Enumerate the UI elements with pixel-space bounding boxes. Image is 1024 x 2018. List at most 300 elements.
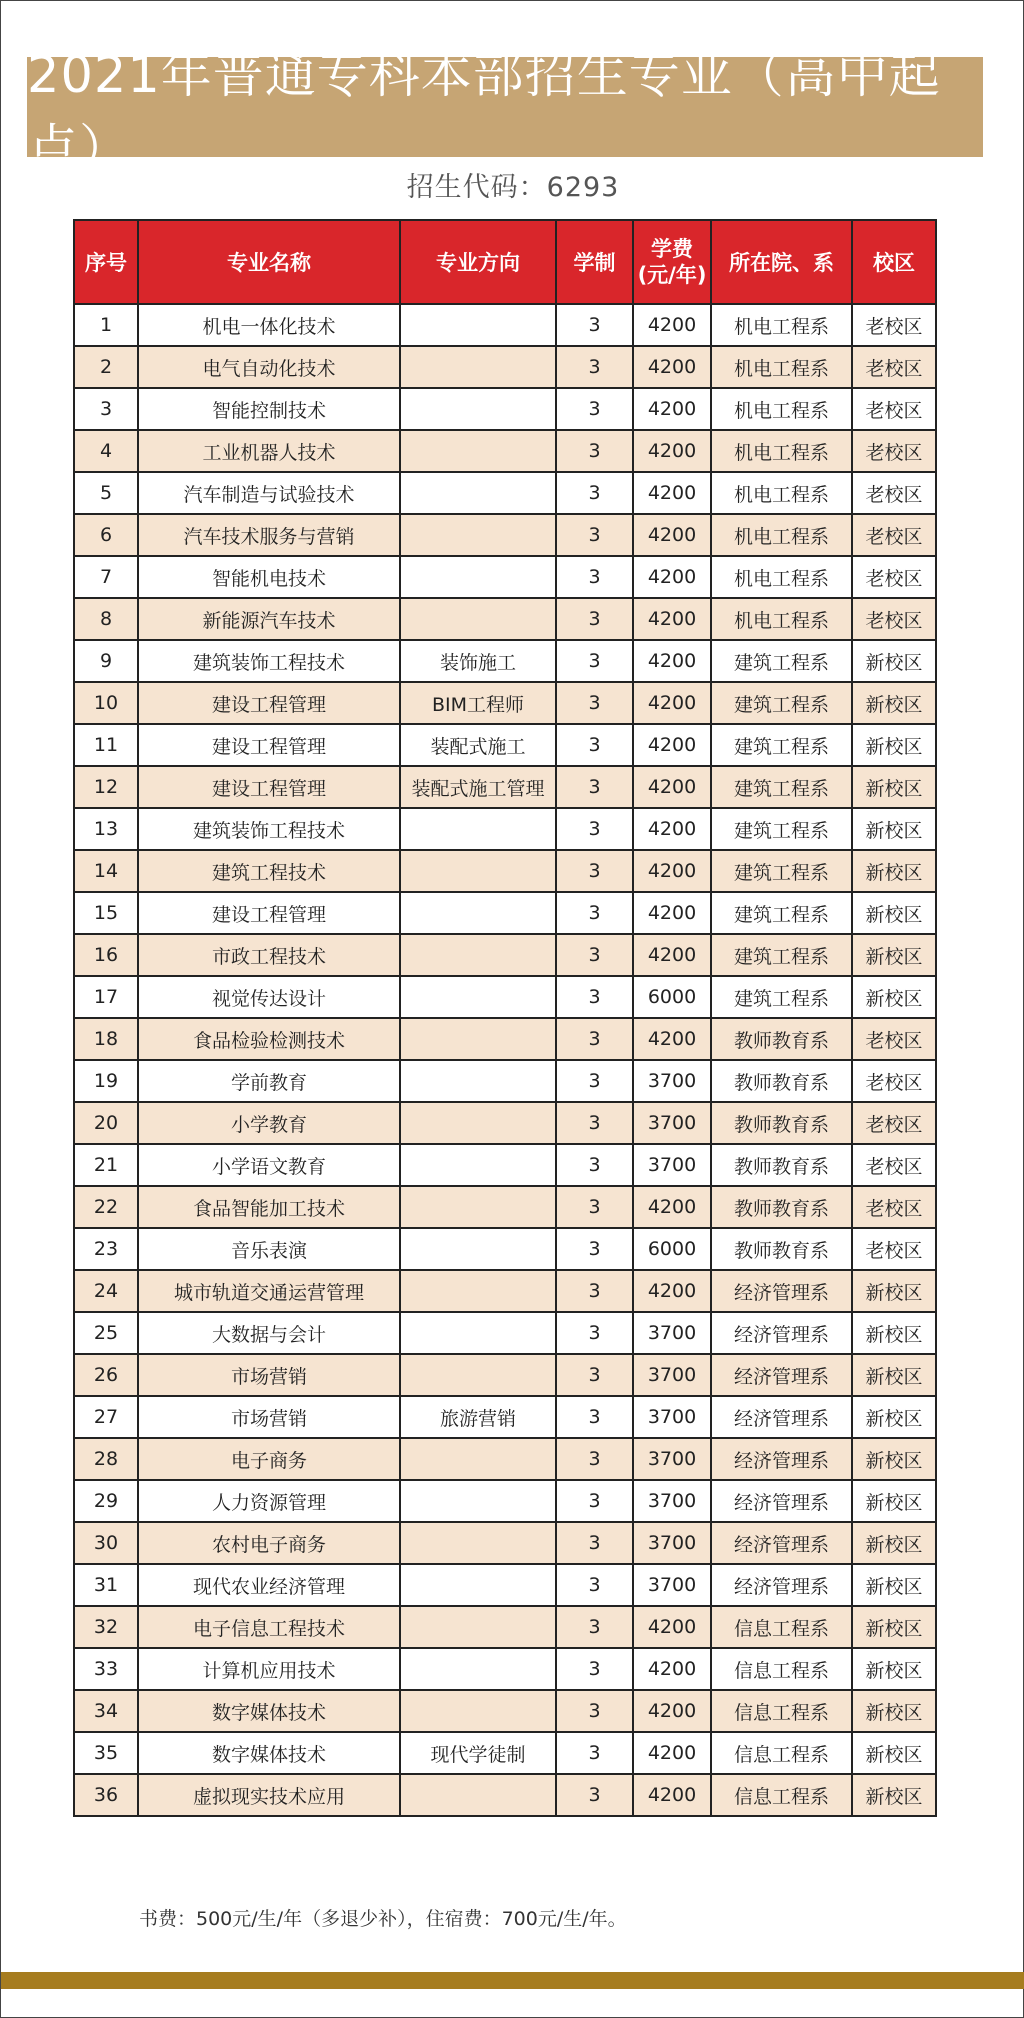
cell-department: 机电工程系 (711, 472, 852, 514)
bottom-bar (1, 1972, 1024, 1989)
cell-direction (400, 934, 556, 976)
table-row (74, 808, 936, 850)
cell-years: 3 (556, 934, 633, 976)
cell-campus: 老校区 (852, 1018, 936, 1060)
cell-major-name: 大数据与会计 (138, 1312, 400, 1354)
cell-fee: 4200 (633, 724, 711, 766)
table-row (74, 892, 936, 934)
table-row (74, 1270, 936, 1312)
cell-seq: 7 (74, 556, 138, 598)
cell-years: 3 (556, 1564, 633, 1606)
cell-major-name: 数字媒体技术 (138, 1732, 400, 1774)
table-row (74, 1018, 936, 1060)
cell-major-name: 音乐表演 (138, 1228, 400, 1270)
cell-major-name: 智能控制技术 (138, 388, 400, 430)
cell-campus: 老校区 (852, 1060, 936, 1102)
table-row (74, 1480, 936, 1522)
cell-direction (400, 1186, 556, 1228)
cell-campus: 新校区 (852, 1564, 936, 1606)
cell-major-name: 建筑装饰工程技术 (138, 808, 400, 850)
cell-direction (400, 1480, 556, 1522)
table-row (74, 724, 936, 766)
cell-direction (400, 556, 556, 598)
cell-major-name: 数字媒体技术 (138, 1690, 400, 1732)
table-row (74, 1060, 936, 1102)
cell-direction: BIM工程师 (400, 682, 556, 724)
table-header-row (74, 220, 936, 304)
cell-department: 经济管理系 (711, 1564, 852, 1606)
cell-campus: 新校区 (852, 1606, 936, 1648)
cell-seq: 30 (74, 1522, 138, 1564)
page-title: 2021年普通专科本部招生专业（高中起点） (27, 46, 941, 179)
cell-seq: 17 (74, 976, 138, 1018)
cell-campus: 老校区 (852, 346, 936, 388)
cell-campus: 新校区 (852, 1774, 936, 1816)
cell-seq: 36 (74, 1774, 138, 1816)
header-years: 学制 (556, 220, 633, 304)
cell-campus: 新校区 (852, 640, 936, 682)
cell-campus: 新校区 (852, 724, 936, 766)
cell-years: 3 (556, 808, 633, 850)
cell-major-name: 小学语文教育 (138, 1144, 400, 1186)
cell-seq: 28 (74, 1438, 138, 1480)
cell-seq: 25 (74, 1312, 138, 1354)
cell-department: 机电工程系 (711, 598, 852, 640)
cell-years: 3 (556, 472, 633, 514)
cell-department: 机电工程系 (711, 514, 852, 556)
cell-campus: 新校区 (852, 976, 936, 1018)
cell-direction: 现代学徒制 (400, 1732, 556, 1774)
table-row (74, 1774, 936, 1816)
cell-department: 机电工程系 (711, 346, 852, 388)
cell-major-name: 市政工程技术 (138, 934, 400, 976)
cell-years: 3 (556, 1102, 633, 1144)
cell-department: 经济管理系 (711, 1396, 852, 1438)
cell-campus: 新校区 (852, 1270, 936, 1312)
cell-campus: 老校区 (852, 556, 936, 598)
cell-major-name: 电气自动化技术 (138, 346, 400, 388)
cell-direction (400, 1228, 556, 1270)
cell-major-name: 视觉传达设计 (138, 976, 400, 1018)
cell-major-name: 食品智能加工技术 (138, 1186, 400, 1228)
table-row (74, 1732, 936, 1774)
cell-fee: 4200 (633, 934, 711, 976)
cell-fee: 4200 (633, 598, 711, 640)
cell-fee: 4200 (633, 640, 711, 682)
cell-department: 经济管理系 (711, 1354, 852, 1396)
cell-years: 3 (556, 1732, 633, 1774)
cell-major-name: 市场营销 (138, 1396, 400, 1438)
cell-direction (400, 1312, 556, 1354)
cell-direction (400, 976, 556, 1018)
cell-major-name: 建设工程管理 (138, 682, 400, 724)
cell-department: 机电工程系 (711, 430, 852, 472)
cell-department: 建筑工程系 (711, 976, 852, 1018)
table-row (74, 556, 936, 598)
cell-years: 3 (556, 1648, 633, 1690)
cell-seq: 22 (74, 1186, 138, 1228)
cell-years: 3 (556, 346, 633, 388)
table-row (74, 850, 936, 892)
cell-department: 建筑工程系 (711, 682, 852, 724)
cell-fee: 4200 (633, 556, 711, 598)
cell-direction (400, 346, 556, 388)
header-fee (633, 220, 711, 304)
cell-campus: 老校区 (852, 304, 936, 346)
cell-campus: 老校区 (852, 1186, 936, 1228)
cell-department: 建筑工程系 (711, 808, 852, 850)
cell-direction (400, 1690, 556, 1732)
cell-campus: 新校区 (852, 892, 936, 934)
cell-major-name: 建设工程管理 (138, 892, 400, 934)
cell-major-name: 虚拟现实技术应用 (138, 1774, 400, 1816)
table-row (74, 682, 936, 724)
table-row (74, 1648, 936, 1690)
cell-department: 经济管理系 (711, 1438, 852, 1480)
cell-years: 3 (556, 1774, 633, 1816)
cell-campus: 新校区 (852, 1480, 936, 1522)
cell-fee: 4200 (633, 430, 711, 472)
table-row (74, 304, 936, 346)
cell-department: 教师教育系 (711, 1228, 852, 1270)
table-row (74, 514, 936, 556)
cell-fee: 4200 (633, 514, 711, 556)
cell-major-name: 市场营销 (138, 1354, 400, 1396)
cell-fee: 4200 (633, 1270, 711, 1312)
cell-campus: 新校区 (852, 850, 936, 892)
cell-department: 教师教育系 (711, 1102, 852, 1144)
cell-seq: 14 (74, 850, 138, 892)
cell-direction: 旅游营销 (400, 1396, 556, 1438)
cell-years: 3 (556, 1186, 633, 1228)
table-row (74, 472, 936, 514)
cell-fee: 4200 (633, 1774, 711, 1816)
cell-fee: 4200 (633, 346, 711, 388)
cell-major-name: 智能机电技术 (138, 556, 400, 598)
cell-years: 3 (556, 724, 633, 766)
cell-fee: 4200 (633, 472, 711, 514)
cell-major-name: 人力资源管理 (138, 1480, 400, 1522)
cell-direction (400, 1144, 556, 1186)
cell-years: 3 (556, 1144, 633, 1186)
cell-campus: 老校区 (852, 1228, 936, 1270)
cell-years: 3 (556, 1312, 633, 1354)
cell-years: 3 (556, 1480, 633, 1522)
cell-fee: 3700 (633, 1102, 711, 1144)
cell-campus: 新校区 (852, 1396, 936, 1438)
footnote: 书费：500元/生/年（多退少补），住宿费：700元/生/年。 (139, 1908, 627, 1930)
table-row (74, 598, 936, 640)
table-row (74, 346, 936, 388)
table-row (74, 1228, 936, 1270)
cell-direction: 装配式施工 (400, 724, 556, 766)
cell-campus: 新校区 (852, 682, 936, 724)
cell-seq: 34 (74, 1690, 138, 1732)
cell-years: 3 (556, 850, 633, 892)
cell-direction (400, 1774, 556, 1816)
cell-campus: 新校区 (852, 766, 936, 808)
cell-direction (400, 1018, 556, 1060)
cell-years: 3 (556, 1690, 633, 1732)
table-row (74, 1522, 936, 1564)
cell-seq: 12 (74, 766, 138, 808)
cell-direction (400, 1564, 556, 1606)
cell-major-name: 城市轨道交通运营管理 (138, 1270, 400, 1312)
cell-direction (400, 1354, 556, 1396)
cell-seq: 15 (74, 892, 138, 934)
cell-years: 3 (556, 976, 633, 1018)
cell-years: 3 (556, 1270, 633, 1312)
cell-major-name: 建设工程管理 (138, 766, 400, 808)
table-row (74, 1354, 936, 1396)
enroll-code: 招生代码：6293 (406, 172, 620, 203)
table-row (74, 1690, 936, 1732)
cell-direction (400, 1438, 556, 1480)
cell-department: 教师教育系 (711, 1186, 852, 1228)
cell-direction (400, 1270, 556, 1312)
cell-major-name: 汽车制造与试验技术 (138, 472, 400, 514)
cell-direction: 装配式施工管理 (400, 766, 556, 808)
cell-department: 建筑工程系 (711, 724, 852, 766)
cell-years: 3 (556, 1606, 633, 1648)
title-banner (27, 46, 983, 179)
cell-major-name: 计算机应用技术 (138, 1648, 400, 1690)
table-row (74, 1606, 936, 1648)
cell-years: 3 (556, 1018, 633, 1060)
cell-department: 教师教育系 (711, 1018, 852, 1060)
cell-major-name: 建设工程管理 (138, 724, 400, 766)
cell-seq: 3 (74, 388, 138, 430)
cell-department: 经济管理系 (711, 1270, 852, 1312)
cell-years: 3 (556, 430, 633, 472)
cell-seq: 18 (74, 1018, 138, 1060)
cell-campus: 老校区 (852, 430, 936, 472)
cell-department: 信息工程系 (711, 1690, 852, 1732)
header-campus: 校区 (852, 220, 936, 304)
cell-years: 3 (556, 1438, 633, 1480)
cell-major-name: 食品检验检测技术 (138, 1018, 400, 1060)
cell-department: 机电工程系 (711, 388, 852, 430)
cell-seq: 23 (74, 1228, 138, 1270)
cell-seq: 11 (74, 724, 138, 766)
cell-direction (400, 1102, 556, 1144)
cell-years: 3 (556, 598, 633, 640)
cell-major-name: 工业机器人技术 (138, 430, 400, 472)
cell-major-name: 电子商务 (138, 1438, 400, 1480)
cell-campus: 新校区 (852, 1648, 936, 1690)
cell-seq: 26 (74, 1354, 138, 1396)
header-direction: 专业方向 (400, 220, 556, 304)
cell-fee: 4200 (633, 766, 711, 808)
table-row (74, 1396, 936, 1438)
cell-campus: 老校区 (852, 514, 936, 556)
table-row (74, 430, 936, 472)
cell-years: 3 (556, 1522, 633, 1564)
cell-department: 机电工程系 (711, 304, 852, 346)
cell-fee: 4200 (633, 682, 711, 724)
cell-direction (400, 598, 556, 640)
cell-campus: 新校区 (852, 1438, 936, 1480)
cell-seq: 13 (74, 808, 138, 850)
cell-department: 信息工程系 (711, 1774, 852, 1816)
cell-seq: 16 (74, 934, 138, 976)
cell-years: 3 (556, 1354, 633, 1396)
cell-seq: 20 (74, 1102, 138, 1144)
cell-seq: 8 (74, 598, 138, 640)
cell-fee: 3700 (633, 1144, 711, 1186)
cell-fee: 4200 (633, 808, 711, 850)
cell-fee: 3700 (633, 1354, 711, 1396)
table-row (74, 766, 936, 808)
cell-seq: 35 (74, 1732, 138, 1774)
cell-years: 3 (556, 304, 633, 346)
cell-fee: 3700 (633, 1564, 711, 1606)
cell-seq: 29 (74, 1480, 138, 1522)
cell-direction (400, 430, 556, 472)
cell-direction (400, 1522, 556, 1564)
cell-major-name: 现代农业经济管理 (138, 1564, 400, 1606)
majors-table (73, 219, 937, 1817)
table-row (74, 1186, 936, 1228)
cell-campus: 老校区 (852, 1144, 936, 1186)
cell-campus: 新校区 (852, 934, 936, 976)
cell-department: 经济管理系 (711, 1312, 852, 1354)
cell-department: 经济管理系 (711, 1480, 852, 1522)
cell-campus: 老校区 (852, 388, 936, 430)
cell-years: 3 (556, 682, 633, 724)
cell-campus: 新校区 (852, 1732, 936, 1774)
cell-years: 3 (556, 766, 633, 808)
cell-campus: 老校区 (852, 598, 936, 640)
cell-fee: 4200 (633, 850, 711, 892)
cell-campus: 新校区 (852, 808, 936, 850)
table-row (74, 1438, 936, 1480)
cell-major-name: 汽车技术服务与营销 (138, 514, 400, 556)
cell-seq: 2 (74, 346, 138, 388)
cell-department: 建筑工程系 (711, 934, 852, 976)
cell-seq: 9 (74, 640, 138, 682)
cell-seq: 19 (74, 1060, 138, 1102)
cell-direction (400, 388, 556, 430)
cell-campus: 新校区 (852, 1690, 936, 1732)
cell-direction (400, 850, 556, 892)
cell-years: 3 (556, 1060, 633, 1102)
cell-years: 3 (556, 388, 633, 430)
cell-fee: 4200 (633, 1732, 711, 1774)
cell-seq: 5 (74, 472, 138, 514)
cell-seq: 10 (74, 682, 138, 724)
cell-direction: 装饰施工 (400, 640, 556, 682)
cell-fee: 3700 (633, 1396, 711, 1438)
cell-fee: 4200 (633, 1606, 711, 1648)
table-row (74, 1564, 936, 1606)
cell-years: 3 (556, 556, 633, 598)
cell-campus: 新校区 (852, 1522, 936, 1564)
cell-department: 经济管理系 (711, 1522, 852, 1564)
cell-department: 教师教育系 (711, 1144, 852, 1186)
cell-fee: 4200 (633, 1018, 711, 1060)
table-row (74, 976, 936, 1018)
cell-direction (400, 892, 556, 934)
cell-fee: 3700 (633, 1522, 711, 1564)
cell-seq: 32 (74, 1606, 138, 1648)
cell-department: 信息工程系 (711, 1732, 852, 1774)
cell-seq: 21 (74, 1144, 138, 1186)
cell-years: 3 (556, 892, 633, 934)
cell-fee: 3700 (633, 1060, 711, 1102)
cell-seq: 6 (74, 514, 138, 556)
cell-seq: 27 (74, 1396, 138, 1438)
cell-department: 建筑工程系 (711, 640, 852, 682)
cell-years: 3 (556, 640, 633, 682)
cell-years: 3 (556, 1396, 633, 1438)
cell-years: 3 (556, 514, 633, 556)
cell-fee: 6000 (633, 1228, 711, 1270)
cell-direction (400, 1606, 556, 1648)
cell-campus: 新校区 (852, 1354, 936, 1396)
cell-fee: 4200 (633, 388, 711, 430)
table-row (74, 1144, 936, 1186)
table-body (74, 304, 936, 1816)
table-row (74, 388, 936, 430)
cell-campus: 老校区 (852, 472, 936, 514)
table-row (74, 1102, 936, 1144)
cell-fee: 4200 (633, 1690, 711, 1732)
table-row (74, 640, 936, 682)
cell-direction (400, 304, 556, 346)
cell-fee: 4200 (633, 1648, 711, 1690)
cell-direction (400, 1060, 556, 1102)
cell-years: 3 (556, 1228, 633, 1270)
cell-major-name: 农村电子商务 (138, 1522, 400, 1564)
cell-fee: 3700 (633, 1312, 711, 1354)
cell-major-name: 建筑装饰工程技术 (138, 640, 400, 682)
cell-department: 机电工程系 (711, 556, 852, 598)
header-fee-line2: (元/年) (637, 263, 707, 287)
cell-department: 信息工程系 (711, 1648, 852, 1690)
cell-fee: 4200 (633, 1186, 711, 1228)
header-fee-line1: 学费 (651, 237, 693, 261)
cell-seq: 1 (74, 304, 138, 346)
cell-seq: 33 (74, 1648, 138, 1690)
cell-department: 建筑工程系 (711, 766, 852, 808)
cell-direction (400, 472, 556, 514)
cell-direction (400, 808, 556, 850)
table-row (74, 934, 936, 976)
cell-major-name: 机电一体化技术 (138, 304, 400, 346)
cell-department: 建筑工程系 (711, 850, 852, 892)
cell-fee: 3700 (633, 1438, 711, 1480)
cell-major-name: 建筑工程技术 (138, 850, 400, 892)
table-row (74, 1312, 936, 1354)
cell-department: 教师教育系 (711, 1060, 852, 1102)
cell-campus: 新校区 (852, 1312, 936, 1354)
cell-direction (400, 514, 556, 556)
cell-major-name: 学前教育 (138, 1060, 400, 1102)
cell-seq: 31 (74, 1564, 138, 1606)
cell-direction (400, 1648, 556, 1690)
cell-major-name: 电子信息工程技术 (138, 1606, 400, 1648)
cell-department: 建筑工程系 (711, 892, 852, 934)
cell-fee: 4200 (633, 892, 711, 934)
cell-seq: 4 (74, 430, 138, 472)
cell-major-name: 小学教育 (138, 1102, 400, 1144)
cell-fee: 6000 (633, 976, 711, 1018)
cell-seq: 24 (74, 1270, 138, 1312)
header-name: 专业名称 (138, 220, 400, 304)
cell-department: 信息工程系 (711, 1606, 852, 1648)
cell-major-name: 新能源汽车技术 (138, 598, 400, 640)
